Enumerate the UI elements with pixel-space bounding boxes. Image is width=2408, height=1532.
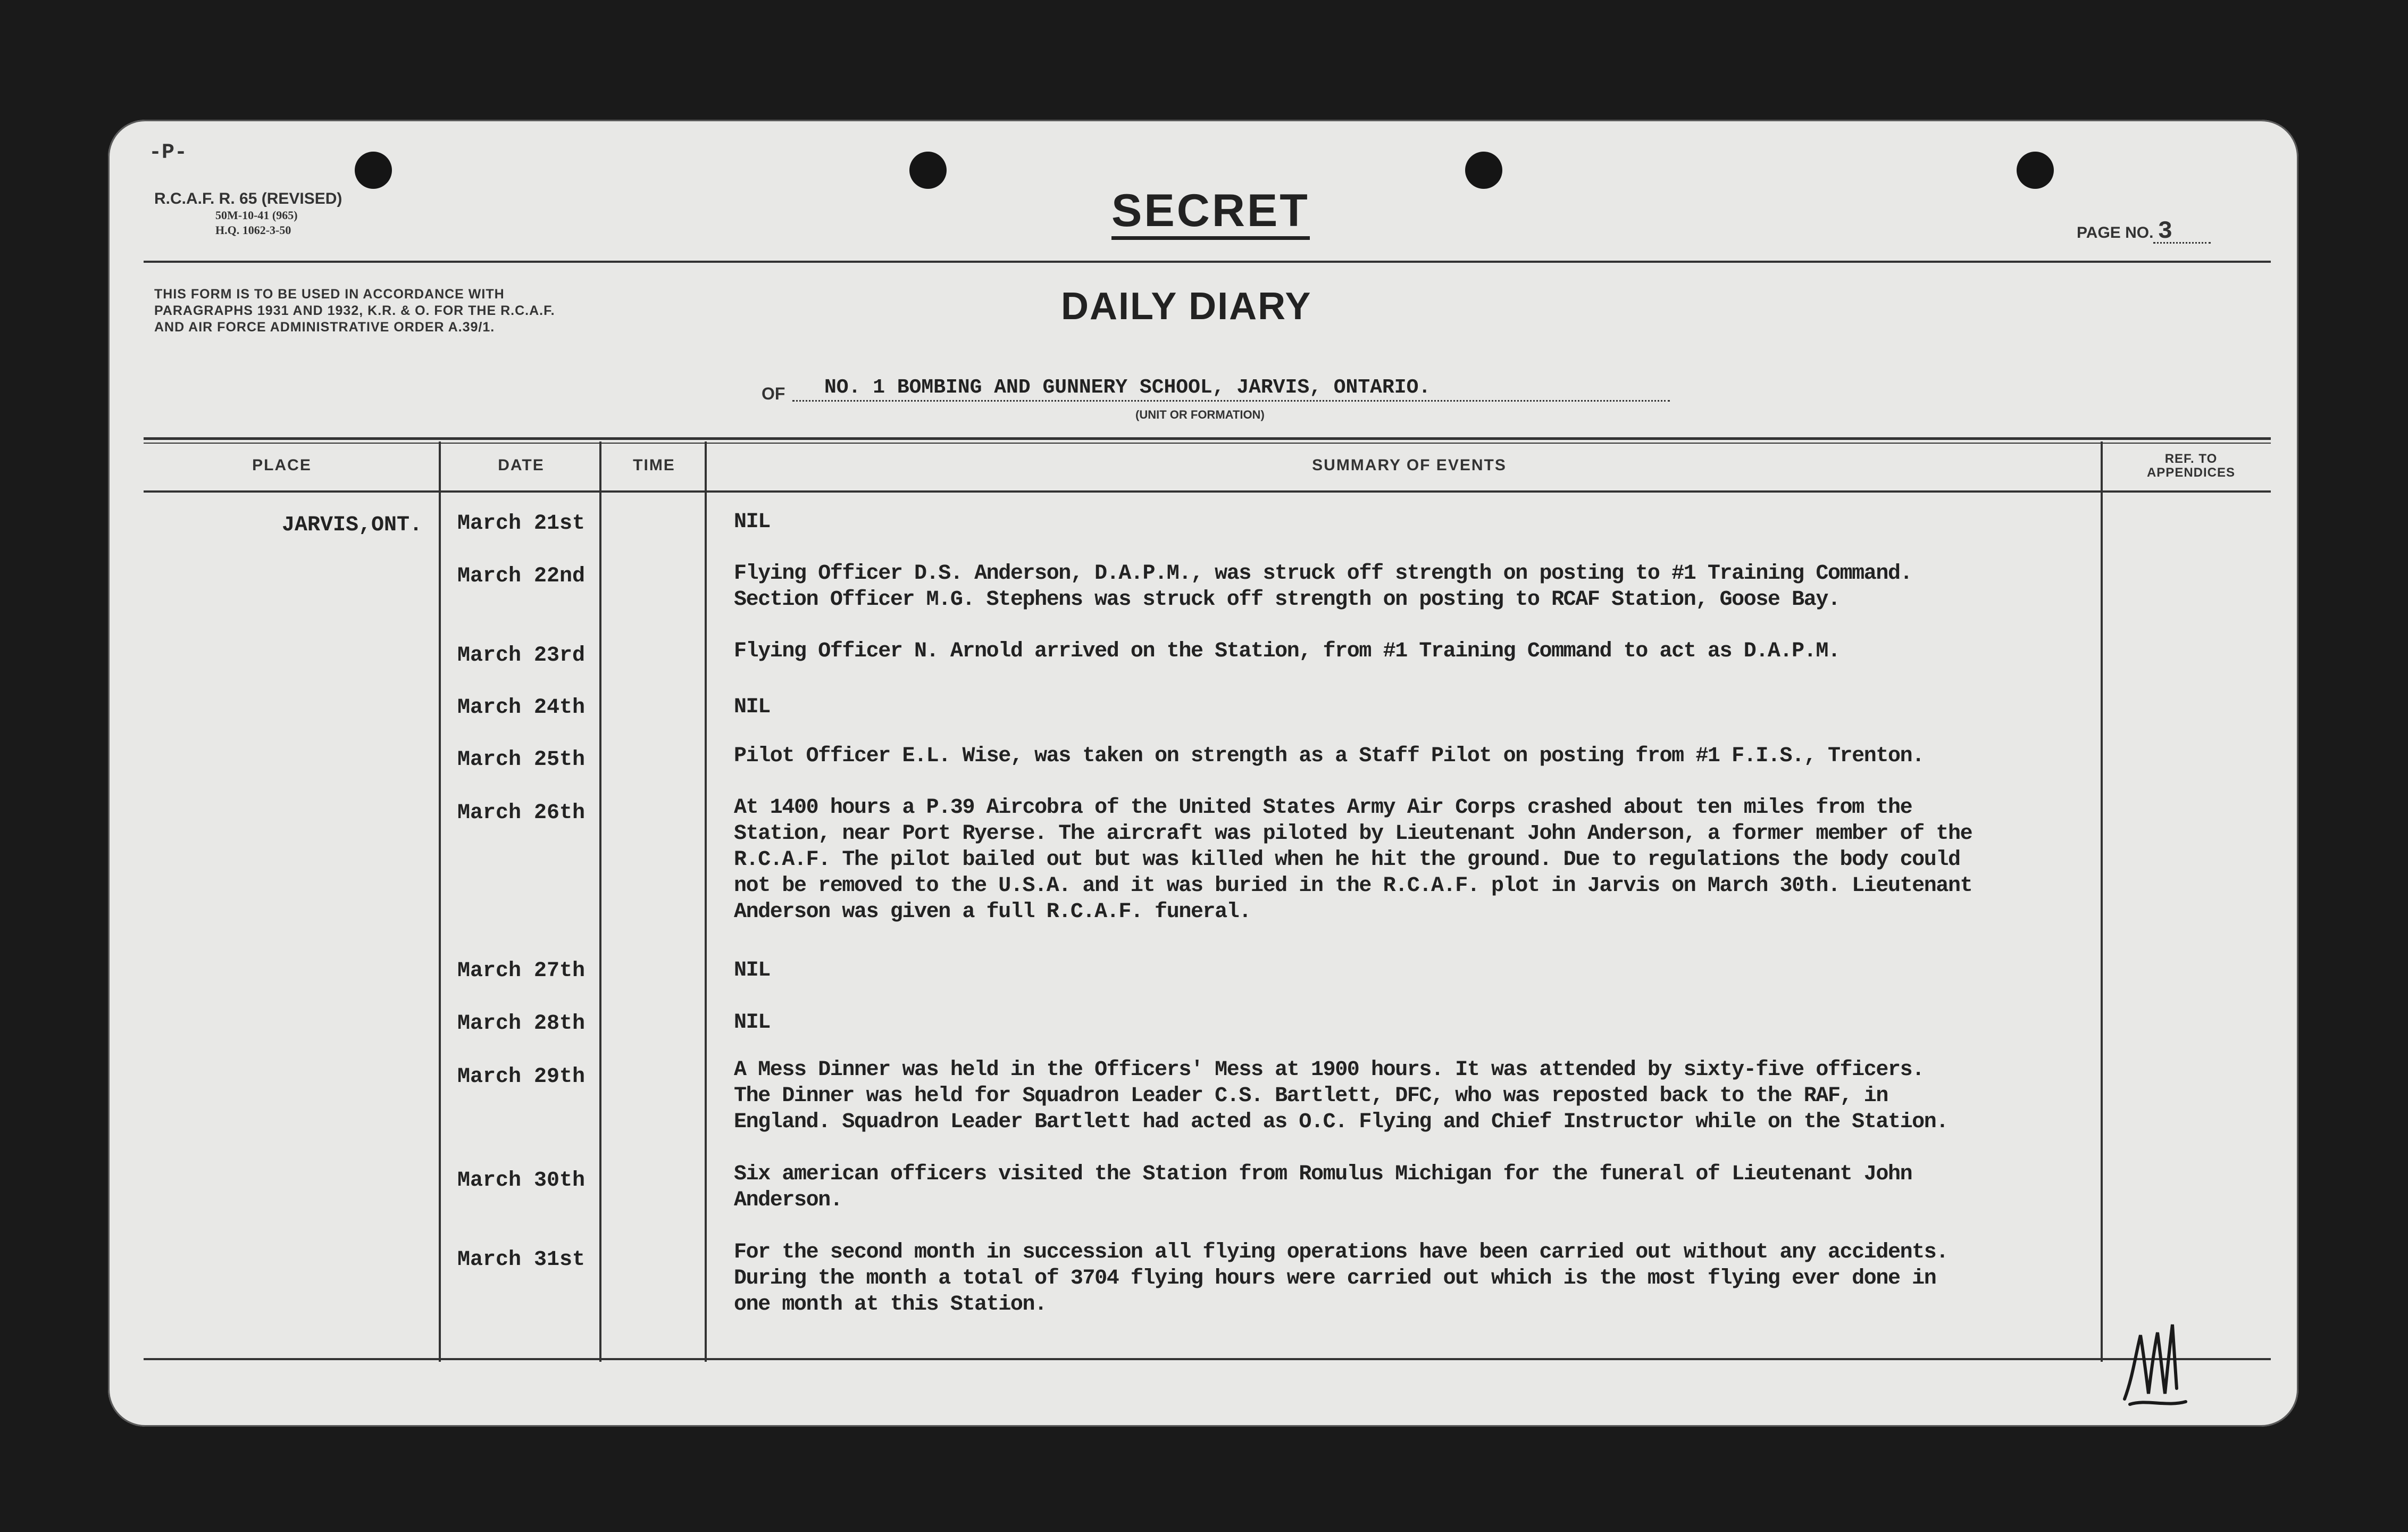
unit-caption: (UNIT OR FORMATION) xyxy=(1135,408,1265,421)
entry-date: March 25th xyxy=(457,748,586,772)
entry-date: March 24th xyxy=(457,696,586,720)
table-header-rule xyxy=(144,490,2271,493)
punch-hole xyxy=(355,152,392,189)
table-bottom-rule xyxy=(144,1358,2271,1360)
entry-summary: For the second month in succession all flying operations have been carried out without any accidents. During the month a total of 3704 flying hours were carried out which is the most flying ever done in one month at this Station. xyxy=(734,1240,1948,1317)
column-header-date: DATE xyxy=(498,456,545,474)
punch-hole xyxy=(1465,152,1502,189)
unit-of-label: OF xyxy=(762,384,785,403)
form-instructions: THIS FORM IS TO BE USED IN ACCORDANCE WITH PARAGRAPHS 1931 AND 1932, K.R. & O. FOR THE R.C.A.F. AND AIR FORCE ADMINISTRATIVE ORDER A.39/1. xyxy=(154,287,555,335)
column-divider xyxy=(705,442,707,1362)
table-top-rule xyxy=(144,437,2271,440)
entry-summary: NIL xyxy=(734,510,770,534)
punch-hole xyxy=(909,152,947,189)
entry-summary: NIL xyxy=(734,695,770,719)
column-header-time: TIME xyxy=(633,456,675,474)
column-header-place: PLACE xyxy=(252,456,312,474)
entry-summary: NIL xyxy=(734,959,770,983)
entry-date: March 26th xyxy=(457,801,586,825)
entry-summary: NIL xyxy=(734,1011,770,1035)
entry-summary: A Mess Dinner was held in the Officers' Mess at 1900 hours. It was attended by sixty-five officers. The Dinner was held for Squadron Leader C.S. Bartlett, DFC, who was reposted back to the RAF, in England. Squadron Leader Bartlett had acted as O.C. Flying and Chief Instructor while on the Station. xyxy=(734,1058,1948,1134)
classification-heading: SECRET xyxy=(1111,186,1310,240)
entry-date: March 22nd xyxy=(457,564,586,588)
form-number: R.C.A.F. R. 65 (REVISED) xyxy=(154,190,342,207)
entry-date: March 31st xyxy=(457,1248,586,1272)
entry-date: March 29th xyxy=(457,1065,586,1089)
entry-date: March 28th xyxy=(457,1012,586,1036)
entry-date: March 23rd xyxy=(457,644,586,668)
column-divider xyxy=(439,442,441,1362)
column-header-ref: REF. TO APPENDICES xyxy=(2146,452,2236,480)
column-header-summary: SUMMARY OF EVENTS xyxy=(1312,456,1507,474)
entry-summary: At 1400 hours a P.39 Aircobra of the United States Army Air Corps crashed about ten miles from the Station, near Port Ryerse. The aircraft was piloted by Lieutenant John Anderson, a former member of the R.C.A.F. The pilot bailed out but was killed when he hit the ground. Due to regulations the body could not be removed to the U.S.A. and it was buried in the R.C.A.F. plot in Jarvis on March 30th. Lieutenant Anderson was given a full R.C.A.F. funeral. xyxy=(734,796,1972,924)
page-number-value: 3 xyxy=(2153,221,2211,244)
unit-name: NO. 1 BOMBING AND GUNNERY SCHOOL, JARVIS, ONTARIO. xyxy=(792,376,1670,402)
place-cell: JARVIS,ONT. xyxy=(282,513,423,537)
entry-summary: Six american officers visited the Station from Romulus Michigan for the funeral of Lieutenant John Anderson. xyxy=(734,1162,1912,1212)
print-code-2: H.Q. 1062-3-50 xyxy=(215,223,291,237)
table-top-rule-thin xyxy=(144,443,2271,444)
entry-summary: Flying Officer D.S. Anderson, D.A.P.M., was struck off strength on posting to #1 Training Command. Section Officer M.G. Stephens was struck off strength on posting to RCAF Station, Goose Bay. xyxy=(734,562,1912,612)
entry-date: March 30th xyxy=(457,1169,586,1193)
form-identifier xyxy=(154,190,342,238)
entry-summary: Flying Officer N. Arnold arrived on the Station, from #1 Training Command to act as D.A.P.M. xyxy=(734,639,1840,663)
corner-mark: -P- xyxy=(149,141,188,165)
header-divider xyxy=(144,261,2271,263)
punch-hole xyxy=(2017,152,2054,189)
page-title: DAILY DIARY xyxy=(1061,285,1312,328)
page-number-field xyxy=(2077,218,2211,245)
entry-date: March 21st xyxy=(457,512,586,536)
entry-date: March 27th xyxy=(457,959,586,983)
entry-summary: Pilot Officer E.L. Wise, was taken on strength as a Staff Pilot on posting from #1 F.I.S., Trenton. xyxy=(734,744,1924,768)
handwritten-initials xyxy=(2119,1314,2194,1410)
print-code-1: 50M-10-41 (965) xyxy=(215,209,298,222)
page-number-label: PAGE NO. xyxy=(2077,224,2154,242)
